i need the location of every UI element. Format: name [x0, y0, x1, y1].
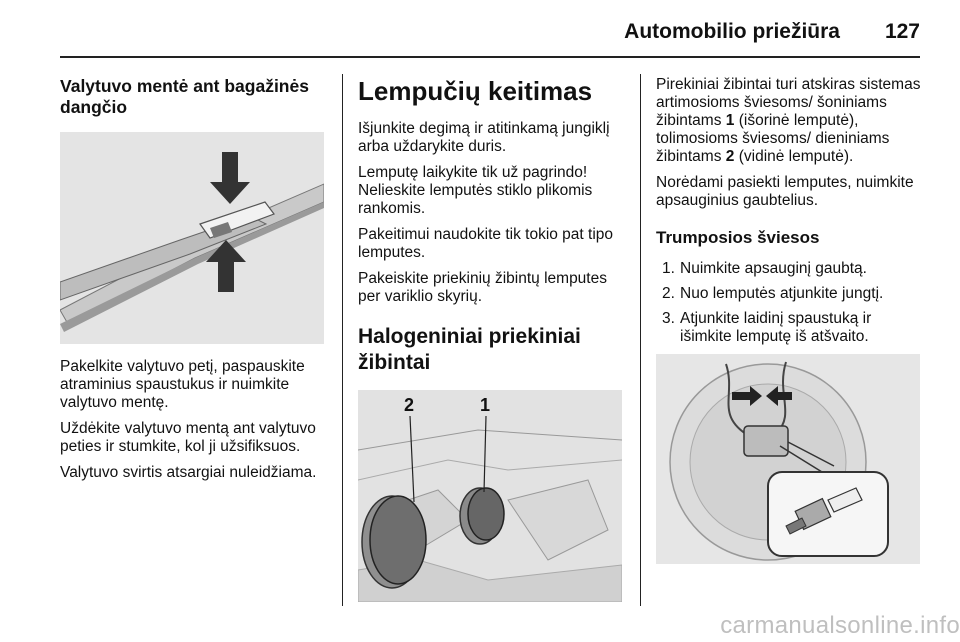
page-number: 127: [884, 20, 920, 43]
low-beam-heading: Trumposios šviesos: [656, 228, 820, 247]
bulb-removal-figure: [656, 354, 920, 564]
steps-list: [656, 260, 924, 346]
figure-label-1: 1: [480, 395, 491, 415]
halogen-heading: Halogeniniai priekiniai žibintai: [358, 325, 581, 374]
step-number: 3.: [662, 310, 675, 327]
column-divider-1: [342, 74, 343, 606]
list-item: [656, 260, 924, 278]
intro-text-b: (išorinė lemputė), tolimosioms šviesoms/ dieniniams žibintams: [656, 112, 890, 165]
bulbs-heading: Lempučių keitimas: [358, 76, 593, 106]
wiper-para-3: Valytuvo svirtis atsargiai nuleidžiama.: [60, 464, 317, 481]
header-rule: [60, 56, 920, 58]
step-number: 1.: [662, 260, 675, 277]
column-headlamps: [656, 76, 924, 564]
column-bulbs: [358, 76, 628, 602]
step-text: Nuo lemputės atjunkite jungtį.: [680, 285, 884, 302]
step-text: Nuimkite apsauginį gaubtą.: [680, 260, 867, 277]
wiper-heading: Valytuvo mentė ant bagažinės dangčio: [60, 76, 309, 117]
step-number: 2.: [662, 285, 675, 302]
bulbs-para-2: Lemputę laikykite tik už pagrindo! Nelieskite lemputės stiklo plikomis rankomis.: [358, 164, 593, 217]
intro-text-c: (vidinė lemputė).: [734, 148, 854, 165]
wiper-figure: [60, 132, 324, 344]
bulbs-para-3: Pakeitimui naudokite tik tokio pat tipo lemputes.: [358, 226, 614, 261]
figure-label-2: 2: [404, 395, 415, 415]
page-header: [60, 14, 920, 58]
watermark: carmanualsonline.info: [720, 612, 960, 639]
column-wiper: [60, 76, 328, 490]
wiper-para-1: Pakelkite valytuvo petį, paspauskite atraminius spaustukus ir nuimkite valytuvo mentę.: [60, 358, 305, 411]
intro-bold-1: 1: [725, 112, 735, 129]
list-item: [656, 310, 924, 346]
intro-bold-2: 2: [725, 148, 735, 165]
headlamp-intro: [656, 76, 924, 166]
column-divider-2: [640, 74, 641, 606]
step-text: Atjunkite laidinį spaustuką ir išimkite lemputę iš atšvaito.: [680, 310, 872, 345]
headlamp-para-2: Norėdami pasiekti lemputes, nuimkite apsauginius gaubtelius.: [656, 174, 914, 209]
headlamp-figure: [358, 390, 622, 602]
bulbs-para-4: Pakeiskite priekinių žibintų lemputes per variklio skyrių.: [358, 270, 607, 305]
list-item: [656, 285, 924, 303]
intro-text-a: Pirekiniai žibintai turi atskiras sistemas artimosioms šviesoms/ šoniniams žibintams: [656, 76, 921, 129]
bulbs-para-1: Išjunkite degimą ir atitinkamą jungiklį arba uždarykite duris.: [358, 120, 610, 155]
header-title: Automobilio priežiūra: [624, 20, 840, 43]
wiper-para-2: Uždėkite valytuvo mentą ant valytuvo peties ir stumkite, kol ji užsifiksuos.: [60, 420, 316, 455]
